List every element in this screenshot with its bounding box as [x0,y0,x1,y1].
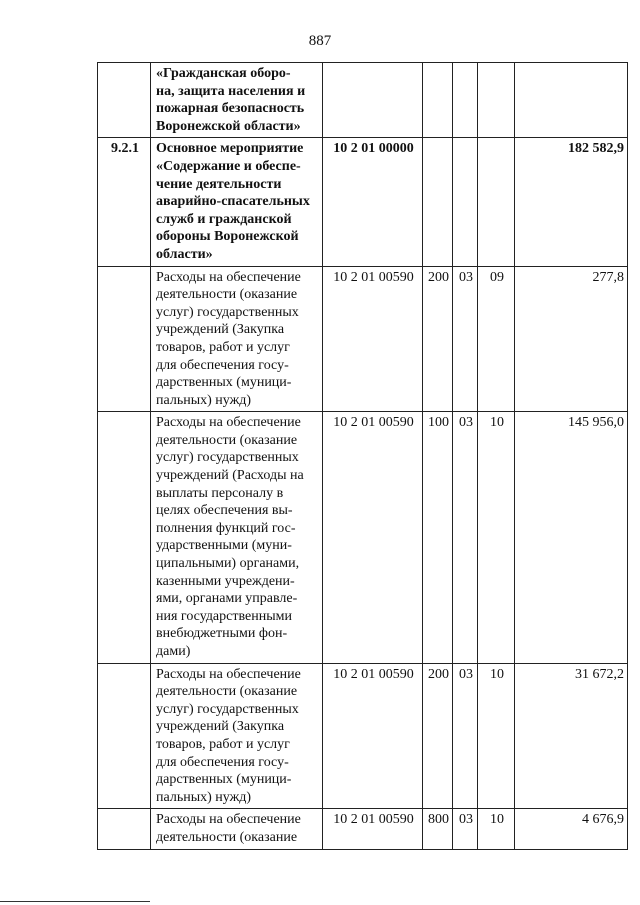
table-row [98,809,628,849]
table-row [98,266,628,412]
section-cell [453,138,478,266]
subsection-cell: 09 [478,266,515,412]
section-cell [453,63,478,138]
row-number-cell [98,809,151,849]
subsection-cell: 10 [478,663,515,809]
subsection-cell: 10 [478,412,515,663]
table-row [98,663,628,809]
target-article-cell: 10 2 01 00590 [323,266,423,412]
table-row [98,138,628,266]
expense-type-cell: 200 [423,266,453,412]
amount-cell [515,63,628,138]
table-body [98,63,628,850]
row-number-cell [98,266,151,412]
expense-type-cell [423,138,453,266]
amount-cell: 277,8 [515,266,628,412]
section-cell: 03 [453,663,478,809]
row-number-cell [98,63,151,138]
table-row [98,412,628,663]
target-article-cell [323,63,423,138]
target-article-cell: 10 2 01 00590 [323,809,423,849]
target-article-cell: 10 2 01 00000 [323,138,423,266]
section-cell: 03 [453,266,478,412]
item-name-cell: Основное мероприятие «Содержание и обеспе- чение деятельности аварийно-спасательных служб и гражданской обороны Воронежской области» [151,138,323,266]
expense-type-cell: 800 [423,809,453,849]
subsection-cell [478,63,515,138]
item-name-cell: Расходы на обеспечение деятельности (оказание услуг) государственных учреждений (Расходы на выплаты персоналу в целях обеспечения вы- полнения функций гос- ударственными (муни- ципальными) органами, казенными учреждени- ями, органами управле- ния государственными внебюджетными фон- дами) [151,412,323,663]
item-name-cell: «Гражданская оборо- на, защита населения и пожарная безопасность Воронежской области» [151,63,323,138]
budget-table [97,62,628,850]
amount-cell: 182 582,9 [515,138,628,266]
footnote-rule [0,901,150,902]
table-row [98,63,628,138]
expense-type-cell: 200 [423,663,453,809]
page-number: 887 [308,33,332,49]
row-number-cell [98,663,151,809]
amount-cell: 31 672,2 [515,663,628,809]
target-article-cell: 10 2 01 00590 [323,663,423,809]
section-cell: 03 [453,809,478,849]
target-article-cell: 10 2 01 00590 [323,412,423,663]
expense-type-cell [423,63,453,138]
amount-cell: 4 676,9 [515,809,628,849]
item-name-cell: Расходы на обеспечение деятельности (оказание услуг) государственных учреждений (Закупка товаров, работ и услуг для обеспечения госу- дарственных (муници- пальных) нужд) [151,663,323,809]
subsection-cell: 10 [478,809,515,849]
item-name-cell: Расходы на обеспечение деятельности (оказание услуг) государственных учреждений (Закупка товаров, работ и услуг для обеспечения госу- дарственных (муници- пальных) нужд) [151,266,323,412]
item-name-cell: Расходы на обеспечение деятельности (оказание [151,809,323,849]
subsection-cell [478,138,515,266]
row-number-cell [98,412,151,663]
amount-cell: 145 956,0 [515,412,628,663]
expense-type-cell: 100 [423,412,453,663]
section-cell: 03 [453,412,478,663]
row-number-cell: 9.2.1 [98,138,151,266]
